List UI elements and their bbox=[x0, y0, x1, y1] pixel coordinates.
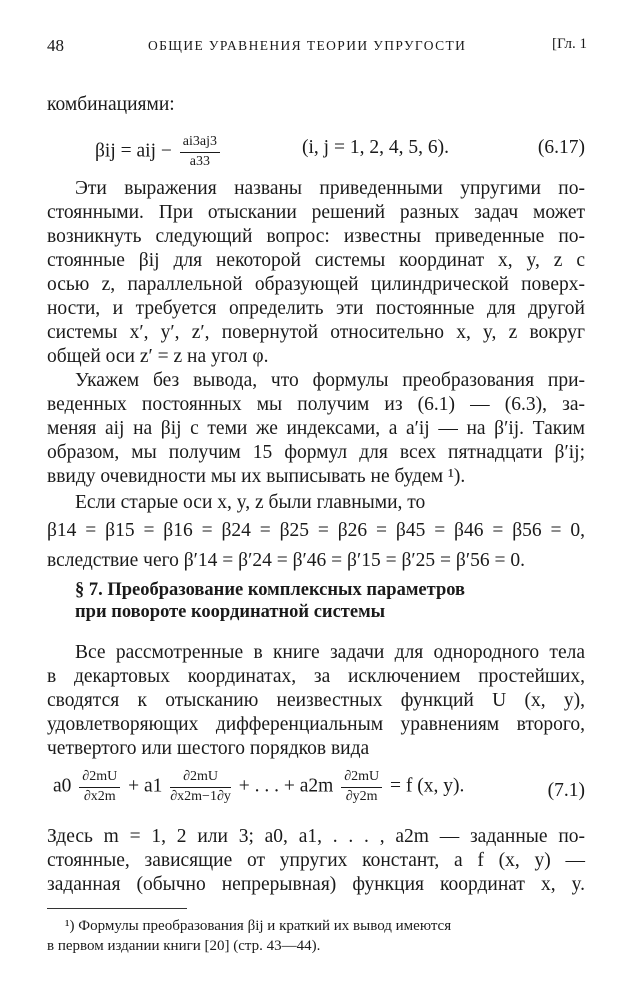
fraction-denominator: ∂y2m bbox=[345, 788, 378, 804]
footnote-divider bbox=[47, 908, 187, 909]
text-line: Эти выражения названы приведенными упругими по- bbox=[75, 178, 585, 199]
text-line: комбинациями: bbox=[47, 94, 175, 115]
text-line: системы x′, y′, z′, повернутой относительно x, y, z вокруг bbox=[47, 322, 585, 343]
equation-rhs: = f (x, y). bbox=[389, 775, 465, 797]
fraction-numerator: ∂2mU bbox=[79, 770, 120, 788]
fraction-numerator: ai3aj3 bbox=[180, 135, 220, 153]
chapter-reference: [Гл. 1 bbox=[551, 36, 587, 52]
fraction-denominator: a33 bbox=[189, 153, 210, 169]
text-line: веденных постоянных мы получим из (6.1) — (6.3), за- bbox=[47, 394, 585, 415]
text-line: стоянные, зависящие от упругих констант, а f (x, y) — bbox=[47, 850, 585, 871]
section-title: § 7. Преобразование комплексных параметров bbox=[75, 580, 466, 600]
text-line: сводятся к отысканию неизвестных функций U (x, y), bbox=[47, 690, 585, 711]
equation-condition: (i, j = 1, 2, 4, 5, 6). bbox=[302, 137, 449, 158]
page-number: 48 bbox=[47, 36, 64, 55]
text-line: стоянными. При отыскании решений разных задач может bbox=[47, 202, 585, 223]
equation-6-17 bbox=[47, 128, 585, 168]
equation-7-1 bbox=[47, 762, 585, 816]
plus-sign: + bbox=[128, 775, 140, 797]
equation-number: (6.17) bbox=[537, 137, 585, 158]
text-line: ности, и требуется определить эти постоянные для другой bbox=[47, 298, 585, 319]
equation-beta-prime-zero: вследствие чего β′14 = β′24 = β′46 = β′15 = β′25 = β′56 = 0. bbox=[47, 550, 525, 571]
equation-number: (7.1) bbox=[547, 780, 585, 801]
page-header bbox=[47, 36, 587, 60]
text-line: удовлетворяющих дифференциальным уравнениям второго, bbox=[47, 714, 585, 735]
text-line: образом, мы получим 15 формул для всех пятнадцати β′ij; bbox=[47, 442, 585, 463]
text-line: Если старые оси x, y, z были главными, то bbox=[75, 492, 426, 513]
equation-lhs: βij = aij − bbox=[95, 140, 172, 162]
text-line: стоянные βij для некоторой системы координат x, y, z с bbox=[47, 250, 585, 271]
fraction-denominator: ∂x2m bbox=[83, 788, 116, 804]
running-title: ОБЩИЕ УРАВНЕНИЯ ТЕОРИИ УПРУГОСТИ bbox=[148, 38, 467, 53]
text-line: общей оси z′ = z на угол φ. bbox=[47, 346, 269, 367]
text-line: четвертого или шестого порядков вида bbox=[47, 738, 370, 759]
fraction-denominator: ∂x2m−1∂y bbox=[170, 788, 231, 804]
text-line: возникнуть следующий вопрос: известны приведенные по- bbox=[47, 226, 585, 247]
fraction bbox=[170, 770, 231, 804]
fraction bbox=[79, 770, 120, 804]
footnote-line: ¹) Формулы преобразования βij и краткий их вывод имеются bbox=[65, 918, 452, 934]
footnote-line: в первом издании книги [20] (стр. 43—44). bbox=[47, 938, 321, 954]
ellipsis-sum: + . . . + bbox=[238, 775, 295, 797]
section-title: при повороте координатной системы bbox=[75, 602, 386, 622]
text-line: Здесь m = 1, 2 или 3; a0, a1, . . . , a2m — заданные по- bbox=[47, 826, 585, 847]
fraction-numerator: ∂2mU bbox=[170, 770, 231, 788]
coefficient: a0 bbox=[53, 775, 72, 797]
fraction bbox=[180, 135, 220, 169]
text-line: в декартовых координатах, за исключением простейших, bbox=[47, 666, 585, 687]
fraction-numerator: ∂2mU bbox=[341, 770, 382, 788]
text-line: меняя aij на βij с теми же индексами, а a′ij — на β′ij. Таким bbox=[47, 418, 585, 439]
text-line: осью z, параллельной образующей цилиндрической поверх- bbox=[47, 274, 585, 295]
text-line: Укажем без вывода, что формулы преобразования при- bbox=[75, 370, 585, 391]
text-line: Все рассмотренные в книге задачи для однородного тела bbox=[75, 642, 585, 663]
text-line: заданная (обычно непрерывная) функция координат x, y. bbox=[47, 874, 585, 895]
fraction bbox=[341, 770, 382, 804]
coefficient: a2m bbox=[299, 775, 334, 797]
equation-beta-zero: β14 = β15 = β16 = β24 = β25 = β26 = β45 = β46 = β56 = 0, bbox=[47, 520, 585, 541]
coefficient: a1 bbox=[143, 775, 163, 797]
text-line: ввиду очевидности мы их выписывать не будем ¹). bbox=[47, 466, 466, 487]
